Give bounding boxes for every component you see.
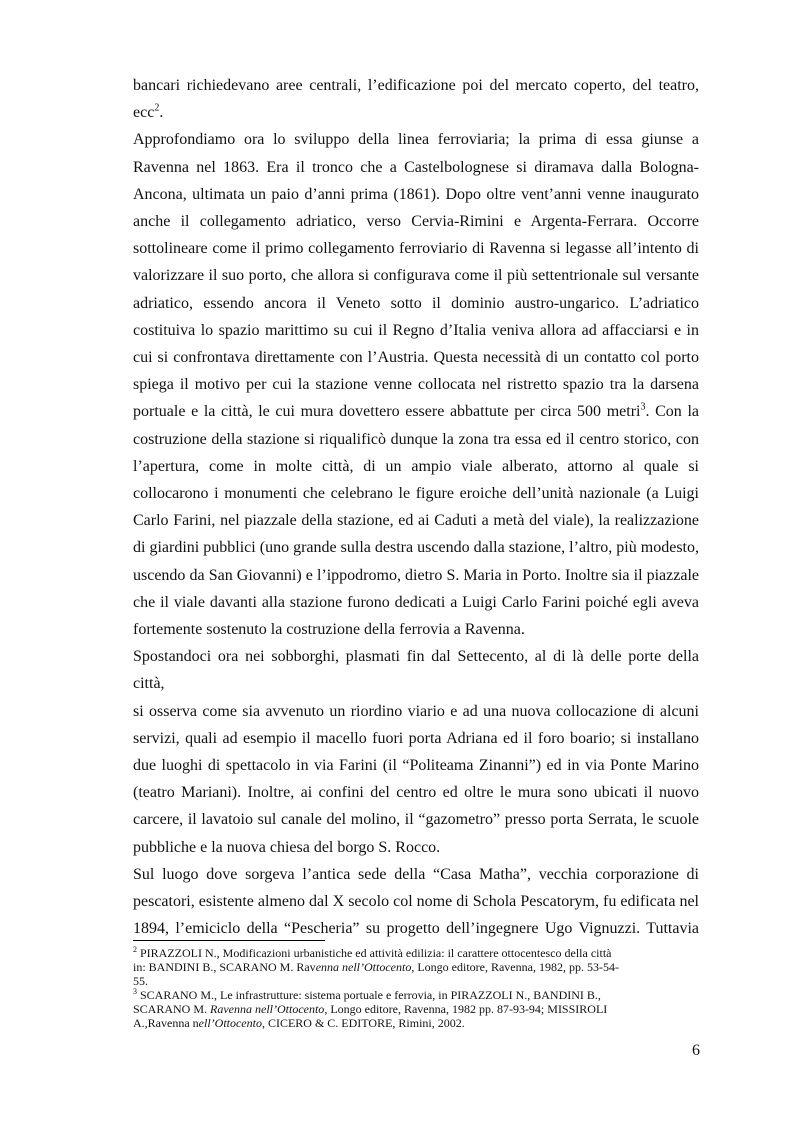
text-line: anche il collegamento adriatico, verso Cervia-Rimini e Argenta-Ferrara. Occorre [133,213,699,231]
text-line: adriatico, essendo ancora il Veneto sotto il dominio austro-ungarico. L’adriatico [133,294,699,312]
footnote-3-line: SCARANO M. Ravenna nell’Ottocento, Longo editore, Ravenna, 1982 pp. 87-93-94; MISSIROLI [133,1002,608,1016]
footnote-mark-2: 2 [133,945,137,954]
text-line: 1894, l’emiciclo della “Pescheria” su progetto dell’ingegnere Ugo Vignuzzi. Tuttavia [133,920,699,938]
footnote-separator [133,940,325,941]
body-text [133,72,699,943]
footnote-2-line: 55. [133,974,148,988]
footnote-ref-3[interactable]: 3 [640,402,646,414]
text-line: ecc$^2$. [133,102,164,122]
text-line: fortemente sostenuto la costruzione della ferrovia a Ravenna. [133,621,525,639]
text-line: spiega il motivo per cui la stazione venne collocata nel ristretto spazio tra la darsena [133,376,699,394]
footnote-3-line: A.,Ravenna nell’Ottocento, CICERO & C. EDITORE, Rimini, 2002. [133,1016,465,1030]
text-line: carcere, il lavatoio sul canale del molino, il “gazometro” presso porta Serrata, le scuole [133,811,699,829]
text-line: valorizzare il suo porto, che allora si configurava come il più settentrionale sul versante [133,267,699,285]
text-line: Sul luogo dove sorgeva l’antica sede della “Casa Matha”, vecchia corporazione di [133,865,699,883]
text-line: portuale e la città, le cui mura dovettero essere abbattute per circa 500 metri$^3$. Con la [133,402,700,421]
footnote-3-line: $^3$ SCARANO M., Le infrastrutture: sistema portuale e ferrovia, in PIRAZZOLI N., BANDINI B., [133,987,601,1002]
text-line: costruzione della stazione si riqualificò dunque la zona tra essa ed il centro storico, con [133,430,699,448]
text-line: di giardini pubblici (uno grande sulla destra uscendo dalla stazione, l’altro, più modesto, [133,539,699,557]
footnote-ref-2[interactable]: 2 [154,102,160,114]
footnote-mark-3: 3 [133,987,137,996]
text-line: che il viale davanti alla stazione furono dedicati a Luigi Carlo Farini poiché egli aveva [133,593,699,611]
text-line: sottolineare come il primo collegamento ferroviario di Ravenna si legasse all’intento di [133,240,699,258]
text-line: (teatro Mariani). Inoltre, ai confini del centro ed oltre le mura sono ubicati il nuovo [133,784,699,802]
text-line: uscendo da San Giovanni) e l’ippodromo, dietro S. Maria in Porto. Inoltre sia il piazzale [133,566,699,584]
text-line: collocarono i monumenti che celebrano le figure eroiche dell’unità nazionale (a Luigi [133,485,699,503]
text-line: Ravenna nel 1863. Era il tronco che a Castelbolognese si diramava dalla Bologna- [133,158,699,176]
footnote-2-line: in: BANDINI B., SCARANO M. Ravenna nell’Ottocento, Longo editore, Ravenna, 1982, pp. 53-54- [133,960,619,974]
text-line: cui si confrontava direttamente con l’Austria. Questa necessità di un contatto col porto [133,349,699,367]
footnotes [133,946,699,1030]
text-line: pubbliche e la nuova chiesa del borgo S. Rocco. [133,838,441,856]
text-line: servizi, quali ad esempio il macello fuori porta Adriana ed il foro boario; si installano [133,729,699,747]
text-line: si osserva come sia avvenuto un riordino viario e ad una nuova collocazione di alcuni [133,702,699,720]
page-number: 6 [692,1042,700,1059]
text-line: due luoghi di spettacolo in via Farini (il “Politeama Zinanni”) ed in via Ponte Marino [133,757,699,775]
text-line: Spostandoci ora nei sobborghi, plasmati fin dal Settecento, al di là delle porte della città, [133,648,699,693]
text-line: pescatori, esistente almeno dal X secolo col nome di Schola Pescatorym, fu edificata nel [133,893,699,911]
text-line: Carlo Farini, nel piazzale della stazione, ed ai Caduti a metà del viale), la realizzazione [133,512,699,530]
text-line: Ancona, ultimata un paio d’anni prima (1861). Dopo oltre vent’anni venne inaugurato [133,185,699,203]
footnote-2-line: $^2$ PIRAZZOLI N., Modificazioni urbanistiche ed attività edilizia: il carattere ottocentesco della città [133,945,612,960]
text-line: bancari richiedevano aree centrali, l’edificazione poi del mercato coperto, del teatro, [133,77,699,94]
text-line: costituiva lo spazio marittimo su cui il Regno d’Italia veniva allora ad affacciarsi e in [133,321,699,339]
text-line: Approfondiamo ora lo sviluppo della linea ferroviaria; la prima di essa giunse a [133,131,699,149]
text-line: l’apertura, come in molte città, di un ampio viale alberato, attorno al quale si [133,457,699,475]
